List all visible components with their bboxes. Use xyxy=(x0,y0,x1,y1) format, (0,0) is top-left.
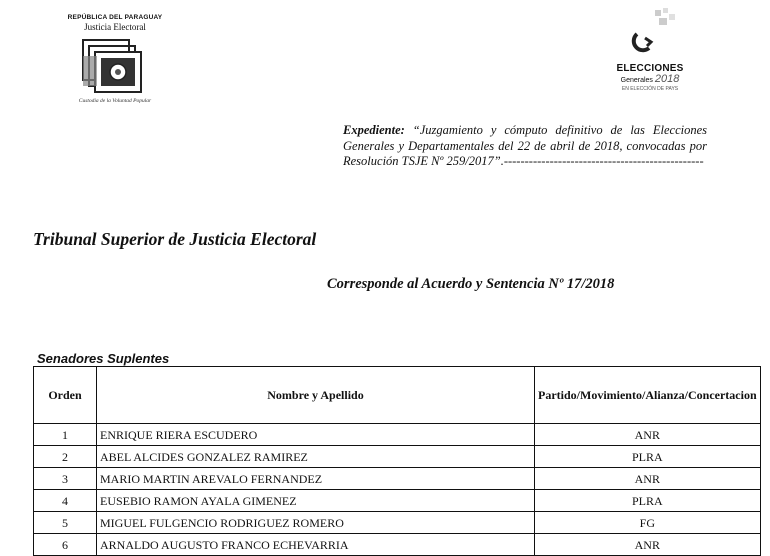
expediente-block xyxy=(343,123,707,170)
table-row xyxy=(34,446,761,468)
cell-partido: ANR xyxy=(535,468,761,490)
cell-nombre: EUSEBIO RAMON AYALA GIMENEZ xyxy=(97,490,535,512)
expediente-label: Expediente: xyxy=(343,123,405,137)
acuerdo-heading: Corresponde al Acuerdo y Sentencia Nº 17/2018 xyxy=(327,276,615,292)
header-partido: Partido/Movimiento/Alianza/Concertacion xyxy=(535,367,761,424)
cell-orden: 5 xyxy=(34,512,97,534)
justicia-electoral-emblem-icon xyxy=(79,36,151,96)
tribunal-heading: Tribunal Superior de Justicia Electoral xyxy=(33,229,317,249)
elecciones-2018-logo xyxy=(595,8,705,108)
cell-nombre: MARIO MARTIN AREVALO FERNANDEZ xyxy=(97,468,535,490)
table-row xyxy=(34,490,761,512)
table-row xyxy=(34,534,761,556)
section-title: Senadores Suplentes xyxy=(37,351,170,366)
cell-partido: PLRA xyxy=(535,490,761,512)
logo-republic-text: REPÚBLICA DEL PARAGUAY xyxy=(67,14,163,21)
cell-orden: 6 xyxy=(34,534,97,556)
logo-tagline-text: EN ELECCIÓN DE PAYS xyxy=(621,86,679,92)
table-row xyxy=(34,424,761,446)
justicia-electoral-logo xyxy=(40,12,190,122)
cell-nombre: MIGUEL FULGENCIO RODRIGUEZ ROMERO xyxy=(97,512,535,534)
expediente-text: “Juzgamiento y cómputo definitivo de las Elecciones Generales y Departamentales del 22 de abril de 2018, convocadas por Resolución TSJE Nº 259/2017”.------------------------------------------------ xyxy=(343,123,708,168)
cell-nombre: ENRIQUE RIERA ESCUDERO xyxy=(97,424,535,446)
cell-nombre: ABEL ALCIDES GONZALEZ RAMIREZ xyxy=(97,446,535,468)
table-header-row xyxy=(34,367,761,424)
cell-partido: PLRA xyxy=(535,446,761,468)
cell-partido: ANR xyxy=(535,534,761,556)
header-nombre: Nombre y Apellido xyxy=(97,367,535,424)
cell-partido: FG xyxy=(535,512,761,534)
logo-motto-text: Custodia de la Voluntad Popular xyxy=(78,98,152,104)
table-row xyxy=(34,512,761,534)
ballot-shapes-icon xyxy=(615,8,685,58)
logo-generales-row xyxy=(595,73,705,85)
senadores-suplentes-table xyxy=(33,366,761,556)
logo-institution-text: Justicia Electoral xyxy=(84,22,146,32)
cell-orden: 2 xyxy=(34,446,97,468)
table-row xyxy=(34,468,761,490)
cell-orden: 4 xyxy=(34,490,97,512)
cell-orden: 3 xyxy=(34,468,97,490)
logo-elecciones-text: ELECCIONES xyxy=(616,63,684,74)
cell-orden: 1 xyxy=(34,424,97,446)
logo-generales-text: Generales xyxy=(620,77,653,84)
logo-year-text: 2018 xyxy=(654,73,680,85)
header-orden: Orden xyxy=(34,367,97,424)
cell-nombre: ARNALDO AUGUSTO FRANCO ECHEVARRIA xyxy=(97,534,535,556)
cell-partido: ANR xyxy=(535,424,761,446)
